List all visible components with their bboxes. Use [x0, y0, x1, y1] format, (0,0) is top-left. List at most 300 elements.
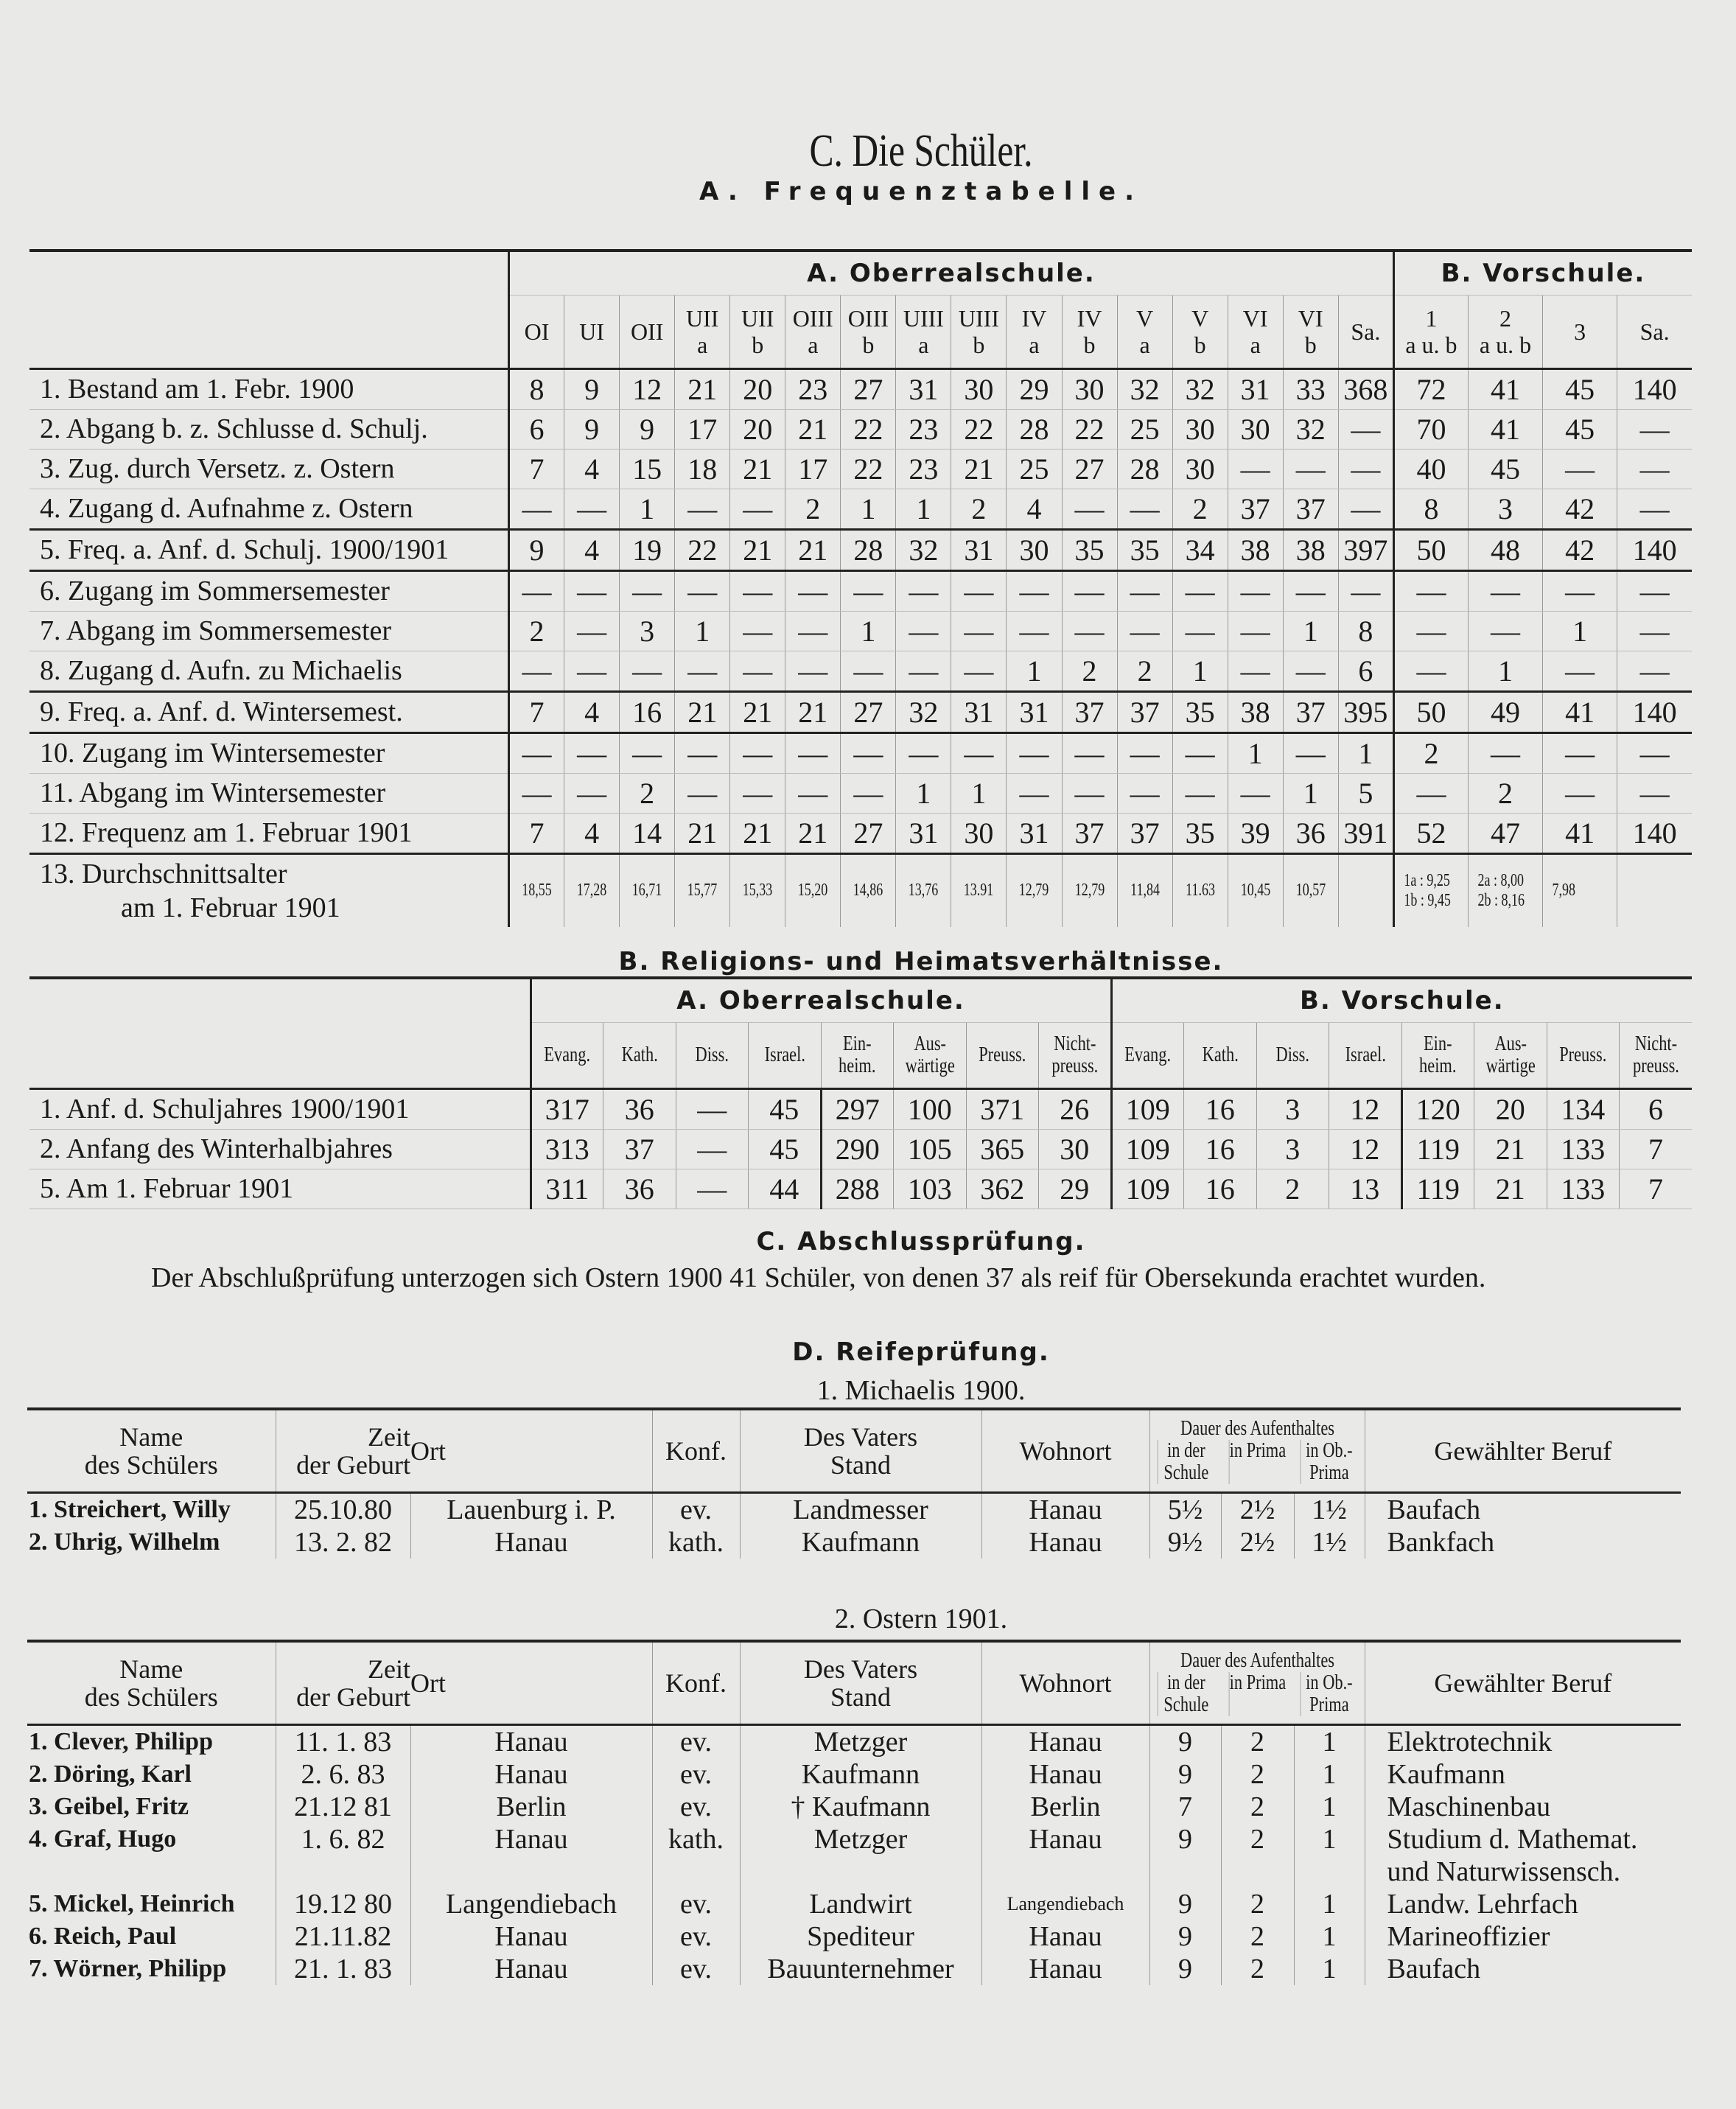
data-cell: 17 — [675, 409, 730, 449]
header-line: 2a : 8,00 — [1477, 870, 1524, 890]
column-header — [1409, 1022, 1467, 1088]
header-line: 7,98 — [1552, 881, 1576, 900]
data-cell: — — [730, 651, 785, 691]
data-cell: 2 — [620, 773, 675, 813]
data-cell: — — [1338, 489, 1393, 529]
data-cell: — — [1117, 489, 1172, 529]
header-subline: des Schülers — [84, 1450, 218, 1480]
table-row-age — [29, 853, 1692, 927]
column-header — [564, 295, 620, 368]
data-cell: 44 — [749, 1169, 822, 1209]
father-residence: Hanau — [981, 1823, 1149, 1856]
data-cell: 12 — [1329, 1129, 1402, 1169]
data-cell: 45 — [749, 1129, 822, 1169]
data-cell: — — [1007, 773, 1062, 813]
row-label: 2. Abgang b. z. Schlusse d. Schulj. — [29, 409, 509, 449]
data-cell: 109 — [1111, 1169, 1184, 1209]
data-cell: 397 — [1338, 529, 1393, 570]
table-row — [27, 1725, 1681, 1759]
years-school: 9 — [1149, 1953, 1221, 1985]
confession: ev. — [652, 1888, 740, 1920]
data-cell — [1543, 853, 1617, 927]
data-cell: — — [785, 651, 841, 691]
age-value: 15,77 — [687, 881, 718, 900]
row-label: 5. Freq. a. Anf. d. Schulj. 1900/1901 — [29, 529, 509, 570]
data-cell: 21 — [951, 449, 1007, 489]
birth-date: 19.12 80 — [276, 1888, 410, 1920]
data-cell: 16 — [1184, 1088, 1257, 1129]
data-cell: — — [1062, 570, 1117, 611]
column-header — [896, 295, 951, 368]
table-row — [29, 732, 1692, 773]
years-school: 9 — [1149, 1823, 1221, 1856]
data-cell: 37 — [1062, 813, 1117, 853]
data-cell: 288 — [821, 1169, 894, 1209]
header-line: Aus- — [913, 1032, 946, 1055]
birth-place: Hanau — [410, 1953, 652, 1985]
data-cell — [785, 853, 841, 927]
data-cell: 120 — [1401, 1088, 1474, 1129]
header-line: Ort — [410, 1436, 446, 1466]
data-cell: 2 — [1062, 651, 1117, 691]
data-cell: 7 — [1620, 1169, 1693, 1209]
birth-place: Lauenburg i. P. — [410, 1493, 652, 1527]
years-oberprima: 1 — [1294, 1888, 1365, 1920]
data-cell: — — [1543, 773, 1617, 813]
table-row — [29, 651, 1692, 691]
confession — [652, 1856, 740, 1888]
student-name: 1. Streichert, Willy — [29, 1496, 231, 1523]
data-cell: 290 — [821, 1129, 894, 1169]
confession: ev. — [652, 1493, 740, 1527]
header-subline: a — [697, 331, 708, 358]
name-header — [27, 1409, 276, 1493]
data-cell: 1 — [1338, 732, 1393, 773]
birth-date — [276, 1856, 410, 1888]
data-cell: 36 — [603, 1169, 676, 1209]
data-cell: — — [1338, 409, 1393, 449]
data-cell: 133 — [1547, 1129, 1620, 1169]
chosen-career: Studium d. Mathemat. — [1365, 1823, 1681, 1856]
data-cell — [951, 853, 1007, 927]
years-prima: 2 — [1221, 1888, 1294, 1920]
data-cell: 109 — [1111, 1088, 1184, 1129]
data-cell: — — [1617, 409, 1692, 449]
data-cell: — — [1228, 651, 1283, 691]
age-value: 16,71 — [631, 881, 662, 900]
data-cell: — — [730, 489, 785, 529]
data-cell: — — [1062, 773, 1117, 813]
birth-date: 1. 6. 82 — [276, 1823, 410, 1856]
birth-date: 21.12 81 — [276, 1791, 410, 1823]
data-cell: 1 — [1007, 651, 1062, 691]
column-header — [620, 295, 675, 368]
row-label-line: am 1. Februar 1901 — [121, 892, 340, 923]
data-cell: 6 — [1620, 1088, 1693, 1129]
data-cell: 37 — [1228, 489, 1283, 529]
column-header — [785, 295, 841, 368]
abschluss-heading: C. Abschlussprüfung. — [756, 1227, 1086, 1256]
student-name: 2. Uhrig, Wilhelm — [29, 1528, 220, 1556]
chosen-career: Landw. Lehrfach — [1365, 1888, 1681, 1920]
age-value: 10,57 — [1295, 881, 1326, 900]
data-cell: 31 — [896, 813, 951, 853]
header-line: Sa. — [1351, 318, 1381, 345]
table-row — [27, 1758, 1681, 1791]
student-name: 5. Mickel, Heinrich — [29, 1890, 235, 1917]
years-oberprima: 1 — [1294, 1953, 1365, 1985]
birth-place: Hanau — [410, 1823, 652, 1856]
data-cell: 40 — [1393, 449, 1468, 489]
data-cell: 7 — [509, 813, 564, 853]
years-school: 9 — [1149, 1920, 1221, 1953]
data-cell: — — [620, 570, 675, 611]
header-line: 3 — [1574, 318, 1586, 345]
data-cell: 31 — [951, 529, 1007, 570]
father-occupation: Metzger — [740, 1823, 981, 1856]
header-subline: a — [1250, 331, 1261, 358]
row-label: 5. Am 1. Februar 1901 — [29, 1169, 531, 1209]
data-cell: — — [1007, 732, 1062, 773]
data-cell: — — [1393, 773, 1468, 813]
data-cell: — — [951, 570, 1007, 611]
data-cell: 103 — [894, 1169, 967, 1209]
data-cell: — — [1338, 449, 1393, 489]
data-cell: 39 — [1228, 813, 1283, 853]
row-label: 7. Abgang im Sommersemester — [29, 611, 509, 651]
header-line: Zeit — [368, 1654, 410, 1684]
stand-header — [740, 1641, 981, 1725]
data-cell: 21 — [675, 813, 730, 853]
table-row — [27, 1888, 1681, 1920]
header-line: UIII — [958, 304, 999, 332]
birth-place: Hanau — [410, 1725, 652, 1759]
age-value: 15,20 — [798, 881, 828, 900]
data-cell: 109 — [1111, 1129, 1184, 1169]
data-cell: 32 — [1283, 409, 1338, 449]
data-cell: — — [1393, 651, 1468, 691]
data-cell: 371 — [966, 1088, 1039, 1129]
data-cell: 1 — [1172, 651, 1228, 691]
chosen-career: Elektrotechnik — [1365, 1725, 1681, 1759]
birth-date: 25.10.80 — [276, 1493, 410, 1527]
header-subline: des Schülers — [84, 1682, 218, 1712]
data-cell: 45 — [1543, 409, 1617, 449]
frequency-table-heading: A. Frequenztabelle. — [699, 177, 1144, 206]
student-name — [27, 1856, 276, 1888]
data-cell: 8 — [1393, 489, 1468, 529]
column-header — [951, 295, 1007, 368]
data-cell: — — [1117, 773, 1172, 813]
column-header — [841, 295, 896, 368]
data-cell: 37 — [1117, 691, 1172, 732]
row-label-line: 13. Durchschnittsalter — [40, 858, 287, 889]
years-prima: 2½ — [1221, 1493, 1294, 1527]
data-cell: 1 — [841, 611, 896, 651]
column-header — [1393, 295, 1468, 368]
data-cell: 30 — [951, 368, 1007, 409]
data-cell: 2 — [1172, 489, 1228, 529]
data-cell: — — [564, 489, 620, 529]
table-row — [29, 1129, 1692, 1169]
header-line: V — [1191, 304, 1209, 332]
data-cell: 140 — [1617, 691, 1692, 732]
data-cell — [1468, 853, 1542, 927]
years-oberprima: 1 — [1294, 1823, 1365, 1856]
data-cell: 38 — [1228, 691, 1283, 732]
table-row — [27, 1791, 1681, 1823]
table-row — [29, 489, 1692, 529]
dauer-label: Dauer des Aufenthaltes — [1180, 1649, 1334, 1672]
header-line: UII — [741, 304, 774, 332]
ort-header — [410, 1409, 652, 1493]
data-cell: 21 — [1474, 1129, 1547, 1169]
confession: ev. — [652, 1920, 740, 1953]
ort-header — [410, 1641, 652, 1725]
father-residence: Hanau — [981, 1526, 1149, 1559]
data-cell: 5 — [1338, 773, 1393, 813]
header-line: Aus- — [1494, 1032, 1527, 1055]
data-cell: 311 — [531, 1169, 603, 1209]
birth-place — [410, 1856, 652, 1888]
data-cell: 25 — [1117, 409, 1172, 449]
frequency-table — [29, 249, 1692, 927]
data-cell: 4 — [564, 813, 620, 853]
header-subline: a — [808, 331, 819, 358]
ostern-title: 2. Ostern 1901. — [834, 1603, 1008, 1634]
table-row — [29, 570, 1692, 611]
data-cell: 12 — [620, 368, 675, 409]
data-cell: — — [1062, 489, 1117, 529]
header-line: UII — [685, 304, 719, 332]
header-subline: Stand — [830, 1450, 891, 1480]
data-cell: — — [1228, 773, 1283, 813]
header-subline: preuss. — [1051, 1054, 1098, 1077]
data-cell: 9 — [564, 368, 620, 409]
column-header — [1283, 295, 1338, 368]
data-cell: 119 — [1401, 1169, 1474, 1209]
table-row — [27, 1920, 1681, 1953]
header-subline: a — [1029, 331, 1040, 358]
header-subline: a u. b — [1405, 331, 1457, 358]
data-cell: 1 — [1228, 732, 1283, 773]
data-cell: — — [1338, 570, 1393, 611]
data-cell: 4 — [564, 449, 620, 489]
data-cell: 6 — [1338, 651, 1393, 691]
header-line: Israel. — [1345, 1043, 1386, 1066]
table-row — [27, 1493, 1681, 1527]
data-cell: 45 — [1543, 368, 1617, 409]
header-line: Name — [119, 1654, 183, 1684]
header-line: Diss. — [1275, 1043, 1309, 1066]
header-line: IV — [1077, 304, 1102, 332]
years-oberprima: 1 — [1294, 1920, 1365, 1953]
years-oberprima: 1½ — [1294, 1493, 1365, 1527]
data-cell: 395 — [1338, 691, 1393, 732]
beruf-header: Gewählter Beruf — [1365, 1641, 1681, 1725]
birth-place: Hanau — [410, 1758, 652, 1791]
data-cell: 6 — [509, 409, 564, 449]
column-header — [1554, 1022, 1612, 1088]
header-line: Israel. — [764, 1043, 805, 1066]
data-cell: 119 — [1401, 1129, 1474, 1169]
data-cell: — — [1062, 611, 1117, 651]
chosen-career: Baufach — [1365, 1953, 1681, 1985]
birth-place: Hanau — [410, 1526, 652, 1559]
data-cell: 2 — [1117, 651, 1172, 691]
column-header — [1626, 1022, 1684, 1088]
student-name: 7. Wörner, Philipp — [29, 1955, 227, 1982]
header-row — [27, 1641, 1681, 1725]
data-cell: — — [896, 732, 951, 773]
data-cell: 1 — [1283, 611, 1338, 651]
years-school: 5½ — [1149, 1493, 1221, 1527]
years-school: 9 — [1149, 1758, 1221, 1791]
table-row — [29, 449, 1692, 489]
table-row — [29, 813, 1692, 853]
data-cell: 31 — [1007, 691, 1062, 732]
data-cell: — — [564, 570, 620, 611]
header-line: UIII — [903, 304, 944, 332]
header-subline: der Geburt — [296, 1682, 410, 1712]
data-cell: 42 — [1543, 489, 1617, 529]
data-cell: — — [896, 611, 951, 651]
data-cell: 48 — [1468, 529, 1542, 570]
data-cell: — — [509, 570, 564, 611]
father-occupation: Landwirt — [740, 1888, 981, 1920]
age-value: 15,33 — [742, 881, 773, 900]
data-cell: 27 — [841, 368, 896, 409]
dauer-subheader: in Prima — [1228, 1672, 1286, 1716]
header-line: OIII — [792, 304, 833, 332]
header-subline: wärtige — [1485, 1054, 1536, 1077]
row-label: 10. Zugang im Wintersemester — [29, 732, 509, 773]
dauer-label: Dauer des Aufenthaltes — [1180, 1417, 1334, 1440]
data-cell: 12 — [1329, 1088, 1402, 1129]
data-cell: — — [1283, 449, 1338, 489]
data-cell: 20 — [730, 368, 785, 409]
data-cell: 21 — [785, 409, 841, 449]
header-line: Nicht- — [1634, 1032, 1677, 1055]
header-line: OI — [524, 318, 550, 345]
age-value: 18,55 — [522, 881, 552, 900]
header-subline: Wohnort — [1019, 1436, 1112, 1466]
data-cell: 16 — [620, 691, 675, 732]
data-cell: — — [1617, 570, 1692, 611]
data-cell: 21 — [675, 368, 730, 409]
data-cell — [1283, 853, 1338, 927]
data-cell: 22 — [841, 409, 896, 449]
data-cell: 2 — [785, 489, 841, 529]
data-cell: 41 — [1543, 691, 1617, 732]
data-cell: 30 — [1062, 368, 1117, 409]
table-row — [29, 1169, 1692, 1209]
data-cell: 317 — [531, 1088, 603, 1129]
data-cell: — — [676, 1088, 749, 1129]
header-line: OII — [630, 318, 664, 345]
data-cell: 34 — [1172, 529, 1228, 570]
header-subline: Stand — [830, 1682, 891, 1712]
data-cell: 9 — [509, 529, 564, 570]
confession: ev. — [652, 1758, 740, 1791]
data-cell: — — [896, 570, 951, 611]
chosen-career: Marineoffizier — [1365, 1920, 1681, 1953]
page-title: C. Die Schüler. — [809, 126, 1033, 176]
group-header-vorschule: B. Vorschule. — [1111, 978, 1692, 1022]
data-cell: 22 — [675, 529, 730, 570]
data-cell: — — [564, 773, 620, 813]
data-cell: 35 — [1062, 529, 1117, 570]
data-cell: 37 — [1117, 813, 1172, 853]
header-subline: Wohnort — [1019, 1668, 1112, 1698]
row-label: 11. Abgang im Wintersemester — [29, 773, 509, 813]
header-subline: 1b : 9,45 — [1404, 890, 1451, 910]
years-school — [1149, 1856, 1221, 1888]
data-cell: — — [1617, 732, 1692, 773]
age-value: 17,28 — [576, 881, 607, 900]
table-row — [29, 529, 1692, 570]
header-line: VI — [1242, 304, 1268, 332]
father-residence — [981, 1856, 1149, 1888]
data-cell — [1617, 853, 1692, 927]
data-cell: 30 — [1228, 409, 1283, 449]
data-cell: 35 — [1172, 813, 1228, 853]
data-cell: 1 — [1543, 611, 1617, 651]
data-cell: 31 — [1007, 813, 1062, 853]
column-header — [509, 295, 564, 368]
data-cell: 2 — [509, 611, 564, 651]
header-line: Zeit — [368, 1422, 410, 1452]
header-line: 2 — [1499, 304, 1512, 332]
data-cell — [564, 853, 620, 927]
data-cell: 22 — [951, 409, 1007, 449]
data-cell: 29 — [1007, 368, 1062, 409]
data-cell: 4 — [1007, 489, 1062, 529]
group-header-oberrealschule: A. Oberrealschule. — [509, 251, 1394, 295]
father-residence: Hanau — [981, 1920, 1149, 1953]
data-cell: 1 — [896, 773, 951, 813]
data-cell: 18 — [675, 449, 730, 489]
header-subline: a u. b — [1479, 331, 1532, 358]
data-cell: 2 — [951, 489, 1007, 529]
column-header — [1617, 295, 1692, 368]
years-prima: 2 — [1221, 1725, 1294, 1759]
column-header — [1543, 295, 1617, 368]
column-header — [973, 1022, 1032, 1088]
data-cell: 3 — [1256, 1129, 1329, 1169]
dauer-subheader: in der Schule — [1157, 1440, 1214, 1484]
data-cell: 21 — [785, 813, 841, 853]
confession: ev. — [652, 1953, 740, 1985]
header-line: V — [1136, 304, 1154, 332]
row-label: 2. Anfang des Winterhalbjahres — [29, 1129, 531, 1169]
data-cell: — — [951, 732, 1007, 773]
data-cell: 52 — [1393, 813, 1468, 853]
header-line: IV — [1021, 304, 1047, 332]
row-label: 8. Zugang d. Aufn. zu Michaelis — [29, 651, 509, 691]
data-cell: 21 — [730, 813, 785, 853]
header-subline: wärtige — [905, 1054, 955, 1077]
dauer-subheader: in Prima — [1228, 1440, 1286, 1484]
data-cell: 105 — [894, 1129, 967, 1169]
data-cell: 1 — [1283, 773, 1338, 813]
data-cell — [1062, 853, 1117, 927]
data-cell: 23 — [896, 449, 951, 489]
konf-header: Konf. — [652, 1641, 740, 1725]
data-cell: 47 — [1468, 813, 1542, 853]
birth-date: 11. 1. 83 — [276, 1725, 410, 1759]
data-cell: — — [1543, 651, 1617, 691]
